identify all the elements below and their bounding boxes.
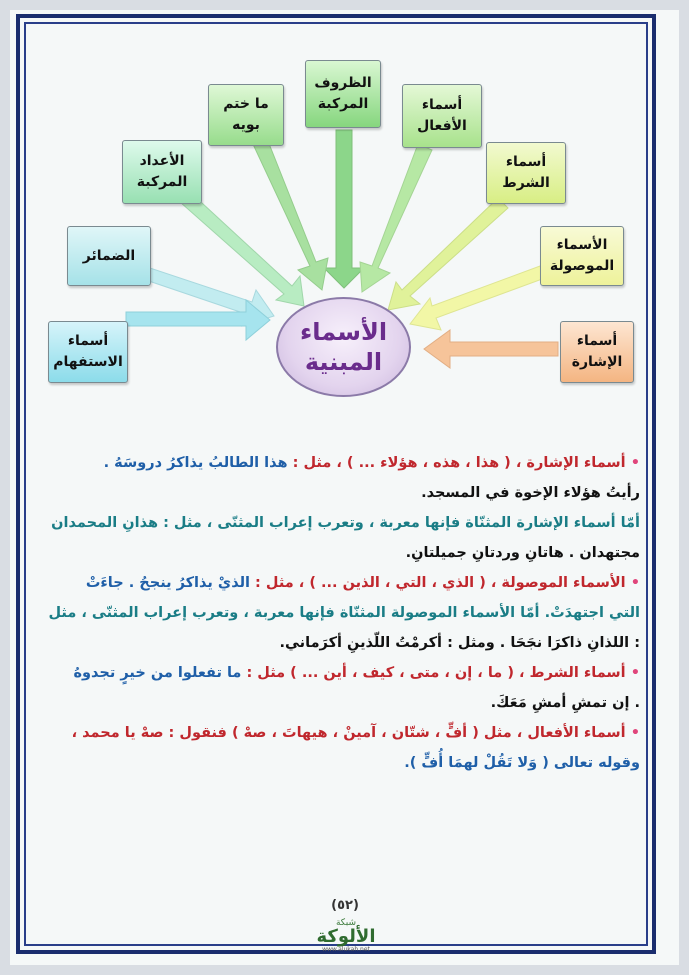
box-damair-line1: الضمائر [82,247,136,264]
center-node-mabniyya [276,297,411,397]
box-makhtum-line1: ما ختم [223,96,269,112]
box-shart-line2: الشرط [502,175,550,191]
arrow-zuruf [324,130,364,288]
mawsula-line3: : اللذانِ ذاكرَا نجَحَا . ومثل : أكرمْتُ اللّذينِ أكرَماني. [279,635,640,651]
shart-example: ما تفعلوا من خيرٍ تجدوهُ [73,665,247,681]
bullet-icon: • [630,725,640,741]
arrow-afaal [360,144,432,292]
box-zuruf [305,60,381,128]
paragraph-shart [40,658,640,688]
mawsula-example: الذيْ يذاكرُ ينجحُ . جاءَتْ [85,575,256,591]
arrow-ishara [424,330,558,368]
box-afaal-line2: الأفعال [417,118,467,134]
center-line1: الأسماء [299,318,388,346]
ishara-line3: أمّا أسماء الإشارة المثنّاة فإنها معربة ، وتعرب إعراب المثنّى ، مثل : هذانِ المحمدان [51,515,640,531]
box-mawsula-line1: الأسماء [556,237,608,253]
arrow-istifham [126,300,270,340]
box-ishara [560,321,634,383]
box-damair [67,226,151,286]
mawsula-title: الأسماء الموصولة ، ( الذي ، التي ، الذين ... ) ، مثل : [255,575,626,591]
afaal-line2: وقوله تعالى ( وَلا تَقُلْ لهمَا أُفٍّ ). [404,755,640,771]
page-number: (٥٢) [331,898,359,913]
box-shart-line1: أسماء [505,154,547,170]
logo-main-text: الألوكة [316,926,376,947]
center-line2: المبنية [304,348,383,376]
box-ishara-line1: أسماء [576,333,618,349]
ishara-example: هذا الطالبُ يذاكرُ دروسَهُ . [103,455,293,471]
box-shart [486,142,566,204]
box-afaal [402,84,482,148]
box-aadad-line2: المركبة [136,174,188,190]
box-mawsula [540,226,624,286]
box-aadad [122,140,202,204]
bullet-icon: • [630,665,640,681]
afaal-title: أسماء الأفعال ، مثل ( أفٍّ ، شتّان ، آمينْ ، هيهاتَ ، صهْ ) فنقول : صهْ يا محمد ، [71,725,626,741]
ishara-line4: مجتهدان . هاتانِ وردتانِ جميلتانِ. [405,545,640,561]
mawsula-line2: التي اجتهدَتْ. أمّا الأسماء الموصولة المثنّاة فإنها معربة ، وتعرب إعراب المثنّى ، مثل [48,605,640,621]
box-aadad-line1: الأعداد [139,153,185,169]
box-istifham-line1: أسماء [67,333,109,349]
paragraph-ishara [40,448,640,478]
logo-url-text: www.alukah.net [322,946,370,953]
box-makhtum [208,84,284,146]
box-ishara-line2: الإشارة [571,354,623,370]
diagram [0,0,689,420]
paragraph-mawsula [40,568,640,598]
body-text [40,448,640,778]
box-zuruf-line1: الظروف [314,75,372,91]
shart-title: أسماء الشرط ، ( ما ، إن ، متى ، كيف ، أين ... ) مثل : [246,665,626,681]
shart-line2: . إن تمشِ أمشِ مَعَكَ. [490,695,640,711]
ishara-line2: رأيتُ هؤلاء الإخوة في المسجد. [421,485,640,501]
box-afaal-line1: أسماء [421,97,463,113]
box-zuruf-line2: المركبة [317,96,369,112]
alukah-logo [316,918,376,958]
bullet-icon: • [630,455,640,471]
box-makhtum-line2: بويه [232,117,260,133]
box-istifham [48,321,128,383]
box-mawsula-line2: الموصولة [549,258,615,274]
box-istifham-line2: الاستفهام [53,354,123,370]
bullet-icon: • [630,575,640,591]
ishara-title: أسماء الإشارة ، ( هذا ، هذه ، هؤلاء ... ) ، مثل : [292,455,626,471]
logo-top-text: شبكة [335,918,357,928]
paragraph-afaal [40,718,640,748]
